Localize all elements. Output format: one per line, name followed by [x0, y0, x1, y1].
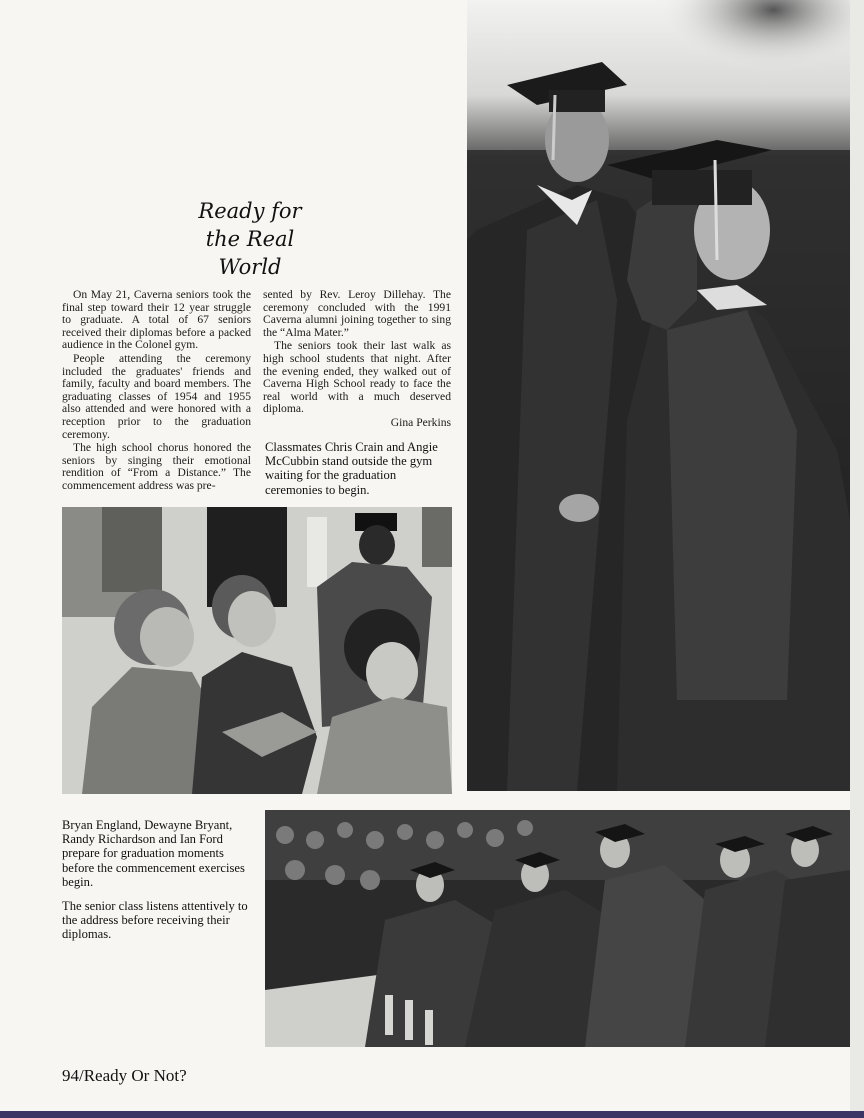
caption-crain-mccubbin: Classmates Chris Crain and Angie McCubbin stand outside the gym waiting for the graduation ceremonies to begin. [265, 440, 438, 497]
story-paragraph: The high school chorus honored the seniors by singing their emotional rendition of “From a Distance.” The commencement address was pre- [62, 441, 251, 492]
story-column-2 [263, 289, 451, 431]
story-paragraph: The seniors took their last walk as high school students that night. After the evening ended, they walked out of Caverna High School ready to face the real world with a much deserved diploma. [263, 339, 451, 416]
photo-graduates-outside-gym [467, 0, 850, 791]
caption-block-left [62, 818, 258, 952]
page-folio: 94/Ready Or Not? [62, 1066, 187, 1085]
story-column-1 [62, 289, 251, 494]
story-paragraph: sented by Rev. Leroy Dillehay. The ceremony concluded with the 1991 Caverna alumni joining together to sing the “Alma Mater.” [263, 288, 451, 339]
title-line-3: World [218, 255, 282, 279]
bottom-band [0, 1111, 864, 1118]
photo-senior-class-seated [265, 810, 850, 1047]
caption-students-preparing: Bryan England, Dewayne Bryant, Randy Richardson and Ian Ford prepare for graduation moments before the commencement exercises begin. [62, 818, 245, 889]
title-line-1: Ready for [198, 199, 302, 223]
article-title [150, 197, 350, 281]
story-paragraph: People attending the ceremony included the graduates' friends and family, faculty and board members. The graduating classes of 1954 and 1955 also attended and were honored with a reception prior to the graduation ceremony. [62, 351, 251, 441]
byline: Gina Perkins [390, 415, 451, 429]
title-line-2: the Real [205, 227, 295, 251]
photo-students-preparing [62, 507, 452, 794]
page-edge [850, 0, 864, 1118]
story-paragraph: On May 21, Caverna seniors took the final step toward their 12 year struggle to graduate. A total of 67 seniors received their diplomas before a packed audience in the Colonel gym. [62, 288, 251, 352]
caption-senior-class: The senior class listens attentively to the address before receiving their diplomas. [62, 899, 248, 942]
